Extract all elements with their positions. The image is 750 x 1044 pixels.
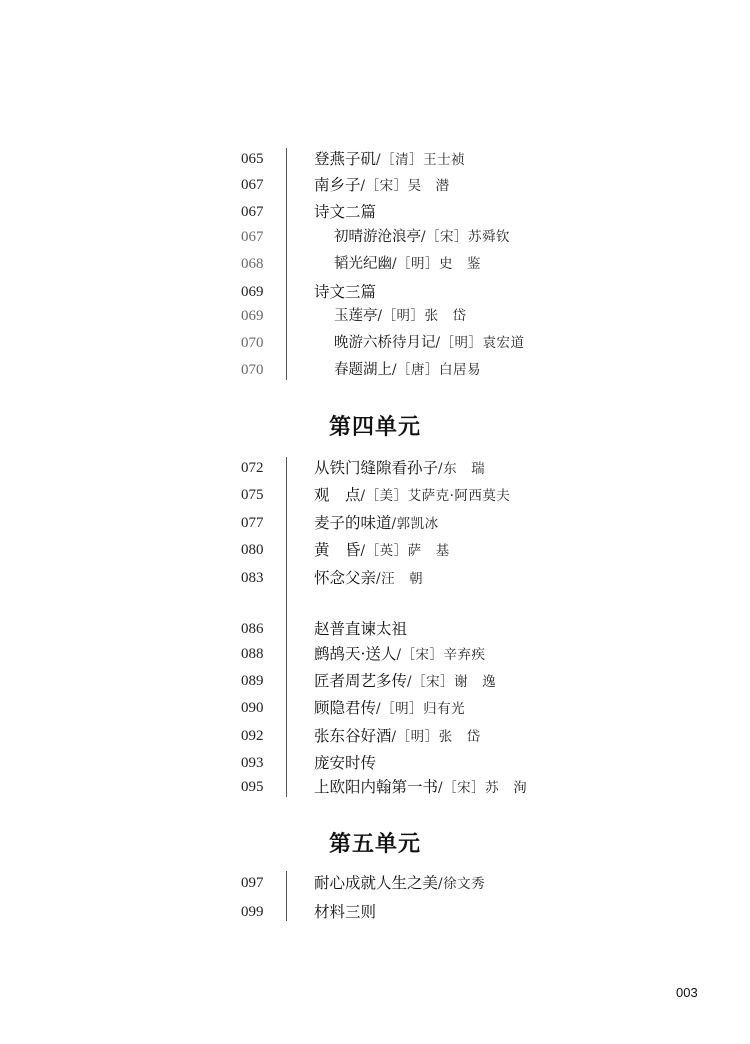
toc-author: /［明］袁宏道 <box>435 335 525 351</box>
toc-entry[interactable] <box>0 870 750 896</box>
toc-entry[interactable] <box>0 224 750 250</box>
toc-page-number: 075 <box>241 487 264 503</box>
toc-author: /［宋］辛弃疾 <box>396 647 486 663</box>
toc-title: 耐心成就人生之美 <box>314 874 439 892</box>
toc-page-number: 083 <box>241 570 264 586</box>
toc-page-number: 067 <box>241 229 264 245</box>
toc-entry[interactable] <box>0 774 750 800</box>
toc-title: 玉莲亭 <box>334 308 378 324</box>
toc-entry[interactable] <box>0 668 750 694</box>
toc-title: 登燕子矶 <box>314 150 377 168</box>
unit-heading: 第四单元 <box>328 415 421 440</box>
toc-author: /［唐］白居易 <box>392 362 482 378</box>
toc-entry[interactable] <box>0 537 750 563</box>
toc-entry-title-line <box>314 641 486 668</box>
toc-author: /［明］史 鉴 <box>392 256 482 272</box>
toc-entry-title-line <box>314 695 465 722</box>
toc-entry-title-line <box>334 357 481 383</box>
toc-entry-title-line <box>314 199 376 225</box>
toc-entry-title-line <box>334 303 467 329</box>
toc-page-number: 093 <box>241 755 264 771</box>
toc-page-number: 067 <box>241 177 264 193</box>
toc-entry[interactable] <box>0 357 750 383</box>
toc-entry-title-line <box>314 146 465 173</box>
toc-entry[interactable] <box>0 641 750 667</box>
toc-page-number: 067 <box>241 204 264 220</box>
toc-page-number: 097 <box>241 875 264 891</box>
toc-entry-title-line <box>334 224 510 250</box>
toc-entry-title-line <box>314 510 439 537</box>
toc-entry-title-line <box>314 774 527 801</box>
toc-page-number: 072 <box>241 460 264 476</box>
toc-entry-title-line <box>314 565 423 592</box>
toc-entry-title-line <box>314 537 450 564</box>
toc-author: /［清］王士祯 <box>376 152 466 168</box>
toc-author: /汪 朝 <box>376 571 424 587</box>
toc-title: 诗文三篇 <box>314 283 377 301</box>
page-number: 003 <box>676 985 698 1000</box>
toc-entry[interactable] <box>0 695 750 721</box>
toc-page-number: 095 <box>241 779 264 795</box>
toc-author: /［美］艾萨克·阿西莫夫 <box>360 488 511 504</box>
toc-entry[interactable] <box>0 146 750 172</box>
toc-title: 诗文二篇 <box>314 203 377 221</box>
toc-author: /［宋］苏 洵 <box>438 780 528 796</box>
toc-entry[interactable] <box>0 303 750 329</box>
unit-heading: 第五单元 <box>328 832 421 857</box>
toc-title: 张东谷好酒 <box>314 727 392 745</box>
toc-entry[interactable] <box>0 482 750 508</box>
toc-title: 初晴游沧浪亭 <box>334 229 421 245</box>
toc-title: 春题湖上 <box>334 362 392 378</box>
toc-page-number: 086 <box>241 621 264 637</box>
toc-author: /［宋］吴 潜 <box>360 178 450 194</box>
toc-page-number: 092 <box>241 728 264 744</box>
toc-entry[interactable] <box>0 565 750 591</box>
toc-page-number: 077 <box>241 515 264 531</box>
toc-entry[interactable] <box>0 750 750 776</box>
toc-page-number: 088 <box>241 646 264 662</box>
toc-title: 匠者周艺多传 <box>314 672 408 690</box>
toc-page-number: 099 <box>241 904 264 920</box>
toc-entry[interactable] <box>0 723 750 749</box>
toc-entry-title-line <box>314 279 376 305</box>
toc-entry[interactable] <box>0 199 750 225</box>
toc-title: 韬光纪幽 <box>334 256 392 272</box>
toc-author: /东 瑞 <box>438 461 486 477</box>
toc-page-number: 069 <box>241 308 264 324</box>
toc-entry-title-line <box>314 616 407 642</box>
toc-title: 黄 昏 <box>314 541 361 559</box>
toc-title: 从铁门缝隙看孙子 <box>314 459 439 477</box>
toc-author: /［明］张 岱 <box>377 308 467 324</box>
toc-entry-title-line <box>334 251 481 277</box>
toc-page-number: 090 <box>241 700 264 716</box>
toc-author: /［英］萨 基 <box>360 543 450 559</box>
toc-title: 上欧阳内翰第一书 <box>314 778 439 796</box>
toc-title: 观 点 <box>314 486 361 504</box>
toc-title: 鹧鸪天·送人 <box>314 645 397 663</box>
toc-entry-title-line <box>314 455 485 482</box>
toc-entry[interactable] <box>0 510 750 536</box>
toc-entry-title-line <box>314 870 485 897</box>
toc-title: 晚游六桥待月记 <box>334 335 436 351</box>
toc-page-number: 080 <box>241 542 264 558</box>
toc-page-number: 070 <box>241 362 264 378</box>
toc-page-number: 089 <box>241 673 264 689</box>
toc-entry-title-line <box>314 899 376 925</box>
toc-entry-title-line <box>314 723 481 750</box>
toc-title: 顾隐君传 <box>314 699 377 717</box>
toc-title: 庞安时传 <box>314 754 377 772</box>
toc-entry-title-line <box>314 482 510 509</box>
toc-entry-title-line <box>314 172 450 199</box>
toc-entry[interactable] <box>0 330 750 356</box>
toc-author: /［宋］谢 逸 <box>407 674 497 690</box>
toc-author: /［明］归有光 <box>376 701 466 717</box>
toc-page-number: 070 <box>241 335 264 351</box>
toc-page-number: 068 <box>241 256 264 272</box>
toc-entry-title-line <box>314 668 496 695</box>
toc-entry[interactable] <box>0 899 750 925</box>
toc-title: 赵普直谏太祖 <box>314 620 408 638</box>
toc-entry[interactable] <box>0 455 750 481</box>
toc-entry[interactable] <box>0 279 750 305</box>
toc-author: /徐文秀 <box>438 876 486 892</box>
toc-title: 材料三则 <box>314 903 377 921</box>
toc-author: /［宋］苏舜钦 <box>421 229 511 245</box>
toc-entry[interactable] <box>0 172 750 198</box>
toc-title: 南乡子 <box>314 176 361 194</box>
toc-entry[interactable] <box>0 616 750 642</box>
toc-page-number: 069 <box>241 284 264 300</box>
toc-entry-title-line <box>334 330 525 356</box>
toc-entry-title-line <box>314 750 376 776</box>
toc-author: /郭凯冰 <box>391 516 439 532</box>
toc-title: 怀念父亲 <box>314 569 377 587</box>
toc-entry[interactable] <box>0 251 750 277</box>
toc-title: 麦子的味道 <box>314 514 392 532</box>
toc-page-number: 065 <box>241 151 264 167</box>
toc-author: /［明］张 岱 <box>391 729 481 745</box>
